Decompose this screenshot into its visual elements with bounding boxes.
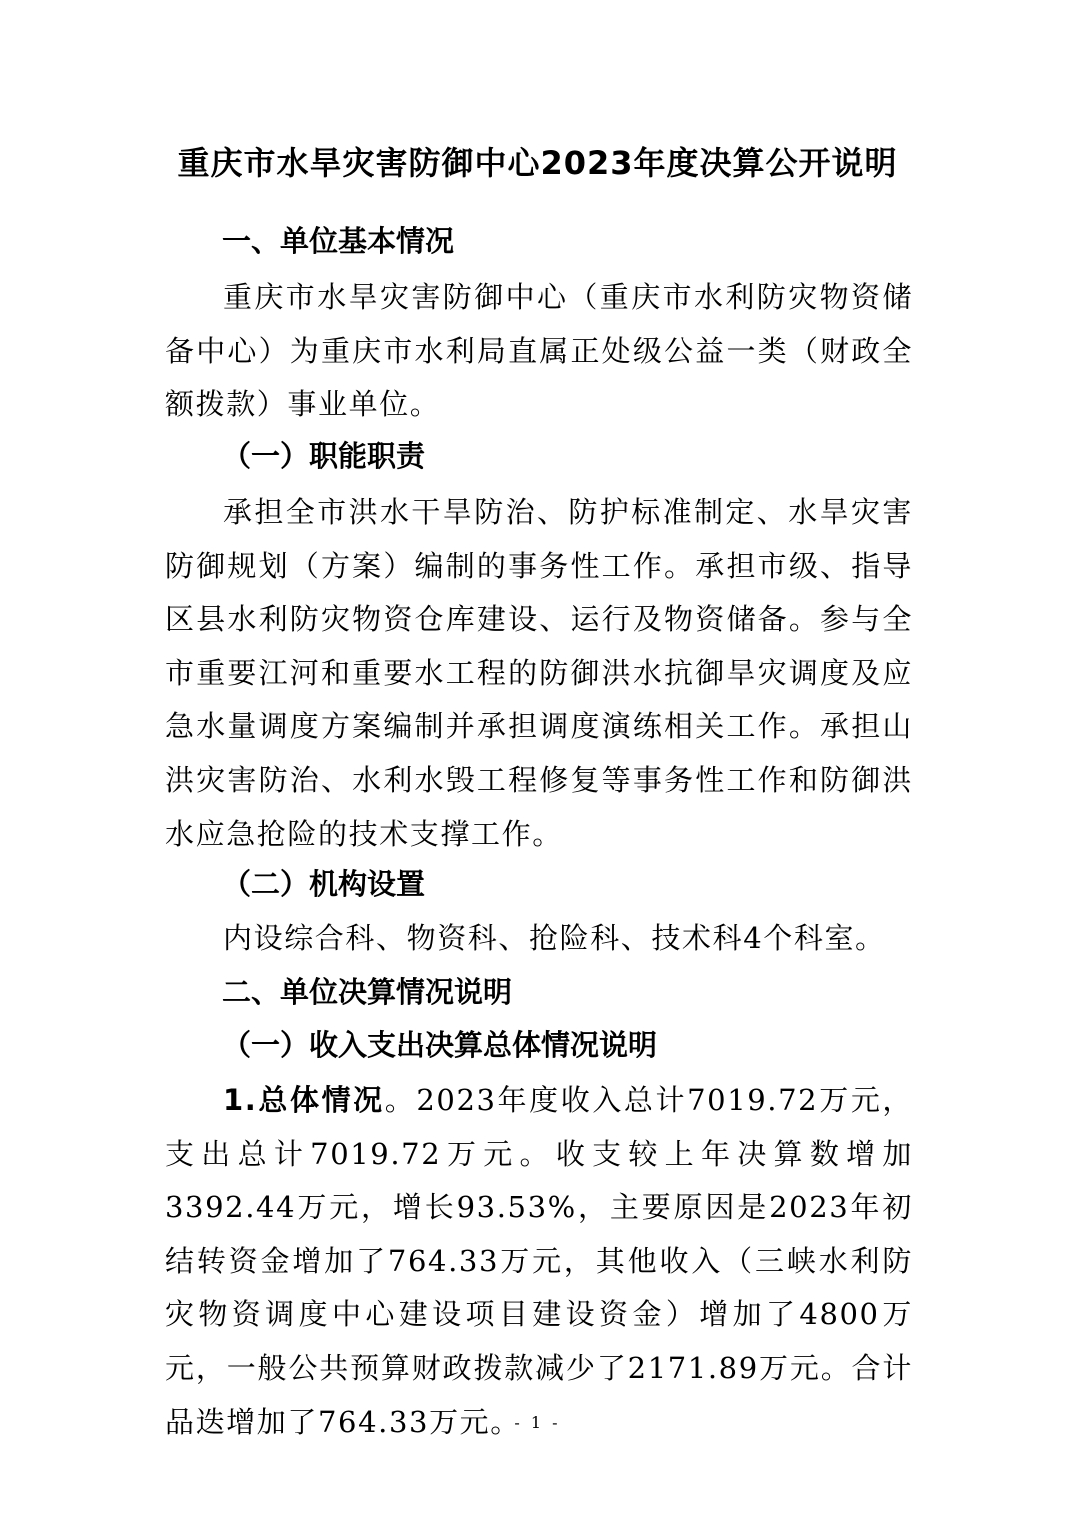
subsection-organization-heading: （二）机构设置: [222, 867, 426, 901]
overall-situation-label: 1.总体情况: [223, 1083, 385, 1117]
duties-paragraph: 承担全市洪水干旱防治、防护标准制定、水旱灾害防御规划（方案）编制的事务性工作。承担市级、指导区县水利防灾物资仓库建设、运行及物资储备。参与全市重要江河和重要水工程的防御洪水抗御旱灾调度及应急水量调度方案编制并承担调度演练相关工作。承担山洪灾害防治、水利水毁工程修复等事务性工作和防御洪水应急抢险的技术支撑工作。: [165, 495, 913, 851]
section-1-heading: 一、单位基本情况: [222, 224, 455, 258]
section-1-intro-paragraph: 重庆市水旱灾害防御中心（重庆市水利防灾物资储备中心）为重庆市水利局直属正处级公益一类（财政全额拨款）事业单位。: [165, 280, 913, 422]
overall-situation-text: 。2023年度收入总计7019.72万元，支出总计7019.72万元。收支较上年决算数增加3392.44万元，增长93.53%，主要原因是2023年初结转资金增加了764.33万元，其他收入（三峡水利防灾物资调度中心建设项目建设资金）增加了4800万元，一般公共预算财政拨款减少了2171.89万元。合计品迭增加了764.33万元。: [165, 1083, 914, 1439]
page-number: - 1 -: [514, 1413, 561, 1432]
section-2-heading: 二、单位决算情况说明: [222, 975, 513, 1009]
organization-paragraph: 内设综合科、物资科、抢险科、技术科4个科室。: [223, 921, 886, 955]
document-title: 重庆市水旱灾害防御中心2023年度决算公开说明: [177, 144, 898, 182]
overall-situation-paragraph: [165, 1074, 913, 1449]
subsection-income-expense-heading: （一）收入支出决算总体情况说明: [222, 1028, 658, 1062]
subsection-duties-heading: （一）职能职责: [222, 439, 426, 473]
